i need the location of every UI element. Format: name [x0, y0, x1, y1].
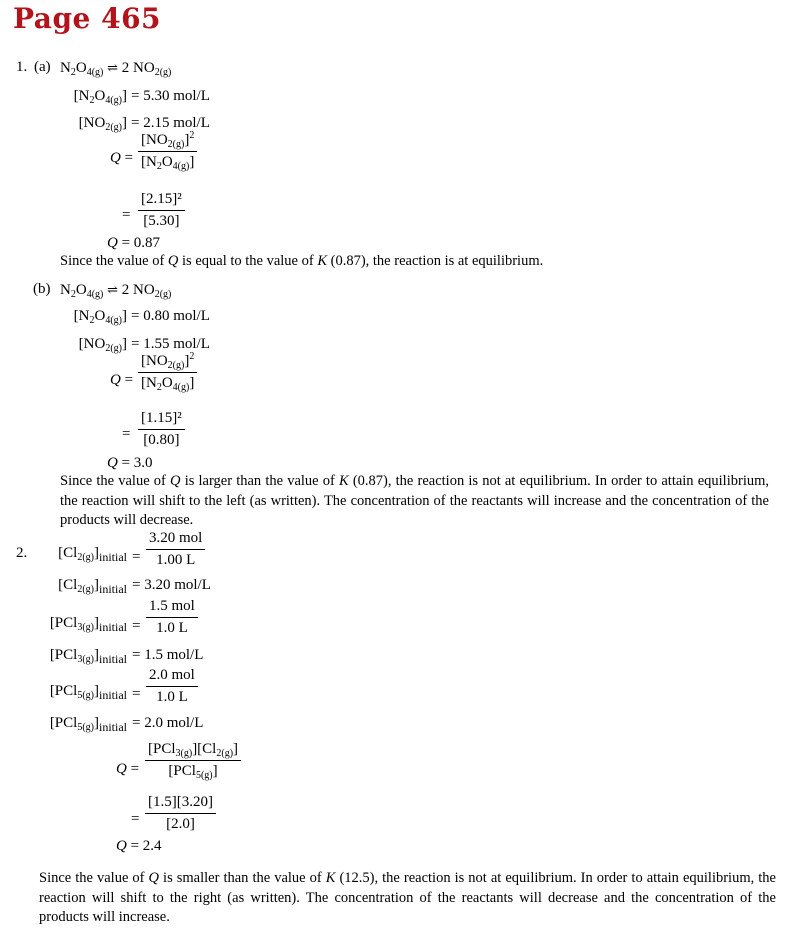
substitution-denominator: [0.80] [143, 432, 180, 448]
equals-sign: = [122, 207, 131, 223]
pcl3-initial-value: = 1.5 mol/L [132, 647, 204, 663]
equals-sign: = [132, 549, 141, 565]
fraction-numerator: 3.20 mol [146, 530, 205, 550]
substitution-numerator: [1.15]² [138, 410, 185, 430]
pcl3-initial-label: $[PCl_{3(g)}]_{initial}$ [49, 647, 127, 666]
cl2-initial-label: $[Cl_{2(g)}]_{initial}$ [58, 545, 127, 564]
part-b-label: (b) [33, 281, 51, 297]
cl2-initial-label: $[Cl_{2(g)}]_{initial}$ [58, 577, 127, 596]
question-1-number: 1. [16, 59, 28, 75]
n2o4-conc-value-a: = 5.30 mol/L [131, 88, 210, 104]
part-a-equation: $N_2O_{4(g)}$ ⇌ 2 $NO_{2(g)}$ [60, 60, 172, 78]
q-equals-2: Q = [116, 761, 140, 777]
pcl5-fraction [146, 667, 198, 706]
substitution-denominator: [5.30] [143, 213, 180, 229]
no2-conc-label-a: $[NO_{2(g)}]$ [78, 115, 127, 133]
q-result-a: Q = 0.87 [107, 235, 161, 251]
no2-conc-value-a: = 2.15 mol/L [131, 115, 210, 131]
n2o4-conc-value-b: = 0.80 mol/L [131, 308, 210, 324]
fraction-denominator: 1.00 L [156, 552, 196, 568]
q-result-2: Q = 2.4 [116, 838, 162, 854]
page-title: Page 465 [13, 2, 162, 35]
fraction-numerator: 2.0 mol [146, 667, 198, 687]
question-2-number: 2. [16, 545, 28, 561]
fraction-denominator: 1.0 L [156, 689, 188, 705]
q-expression-2: $[PCl_{3(g)}][Cl_{2(g)}]$ [PCl$_{5(g)}$] [145, 741, 241, 780]
no2-conc-value-b: = 1.55 mol/L [131, 336, 210, 352]
part-b-equation: $N_2O_{4(g)}$ ⇌ 2 $NO_{2(g)}$ [60, 282, 172, 300]
pcl5-initial-value: = 2.0 mol/L [132, 715, 204, 731]
substitution-denominator: [2.0] [166, 816, 195, 832]
equals-sign: = [132, 618, 141, 634]
q-expression-a: $\frac{[NO_{2(g)}]^2}{[N_2O_{4(g)}]}$ [138, 132, 197, 171]
cl2-initial-value: = 3.20 mol/L [132, 577, 211, 593]
pcl5-initial-label: $[PCl_{5(g)}]_{initial}$ [49, 683, 127, 702]
conclusion-b: Since the value of Q is larger than the value of K (0.87), the reaction is not at equilibrium. In order to attain equilibrium, the reaction will shift to the left (as written). The concentration of the reactants will increase and the concentration of the products will decrease. [60, 473, 769, 528]
conclusion-a: Since the value of Q is equal to the value of K (0.87), the reaction is at equilibrium. [60, 253, 544, 269]
q-result-b: Q = 3.0 [107, 455, 153, 471]
fraction-numerator: 1.5 mol [146, 598, 198, 618]
q-substitution-a [138, 191, 185, 230]
part-a-label: (a) [34, 59, 51, 75]
q-equals-b: Q = [110, 372, 134, 388]
pcl5-initial-label: $[PCl_{5(g)}]_{initial}$ [49, 715, 127, 734]
conclusion-2: Since the value of Q is smaller than the value of K (12.5), the reaction is not at equilibrium. In order to attain equilibrium, the reaction will shift to the right (as written). The concentration of the reactants will decrease and the concentration of the products will increase. [39, 870, 776, 925]
q-substitution-b [138, 410, 185, 449]
fraction-denominator: 1.0 L [156, 620, 188, 636]
q-substitution-2 [145, 794, 216, 833]
substitution-numerator: [2.15]² [138, 191, 185, 211]
q-expression-b: $\frac{[NO_{2(g)}]^2}{[N_2O_{4(g)}]}$ [138, 353, 197, 392]
equals-sign: = [132, 686, 141, 702]
cl2-fraction [146, 530, 205, 569]
pcl3-fraction [146, 598, 198, 637]
pcl3-initial-label: $[PCl_{3(g)}]_{initial}$ [49, 615, 127, 634]
no2-conc-label-b: $[NO_{2(g)}]$ [78, 336, 127, 354]
n2o4-conc-label-a: $[N_2O_{4(g)}]$ [73, 88, 127, 106]
n2o4-conc-label-b: $[N_2O_{4(g)}]$ [73, 308, 127, 326]
equals-sign: = [122, 426, 131, 442]
q-equals-a: Q = [110, 150, 134, 166]
equals-sign: = [131, 811, 140, 827]
substitution-numerator: [1.5][3.20] [145, 794, 216, 814]
